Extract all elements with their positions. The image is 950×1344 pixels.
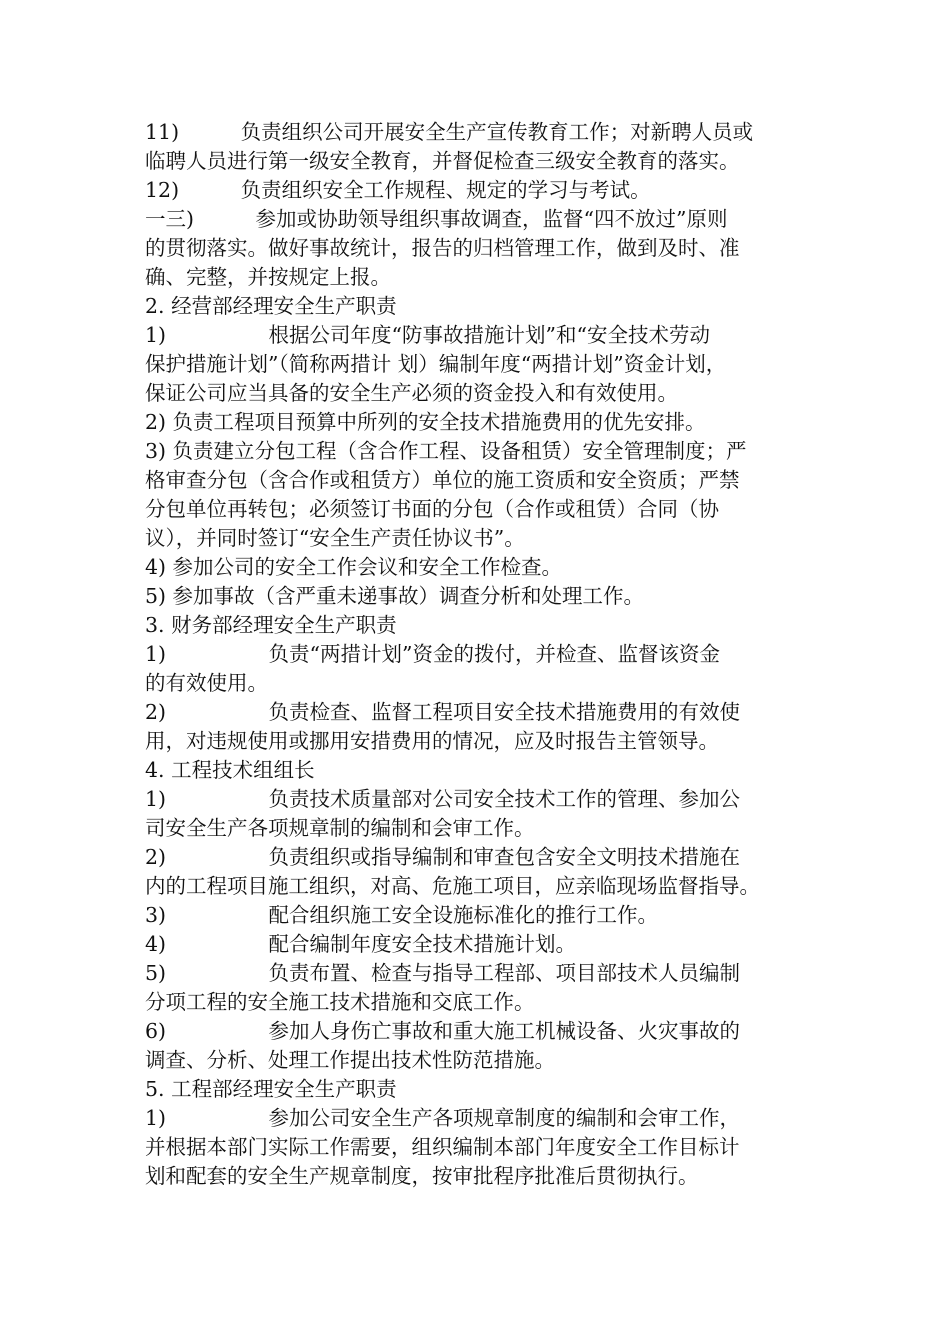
text-line: 议），并同时签订“安全生产责任协议书”。 bbox=[145, 526, 525, 550]
section-heading: 2. 经营部经理安全生产职责 bbox=[145, 294, 397, 318]
section-heading: 4. 工程技术组组长 bbox=[145, 758, 315, 782]
text-line: 4) 参加公司的安全工作会议和安全工作检查。 bbox=[145, 555, 563, 579]
text-line: 12) 负责组织安全工作规程、规定的学习与考试。 bbox=[145, 178, 651, 202]
text-line: 并根据本部门实际工作需要，组织编制本部门年度安全工作目标计 bbox=[145, 1135, 740, 1159]
text-line: 5) 负责布置、检查与指导工程部、项目部技术人员编制 bbox=[145, 961, 741, 985]
text-line: 2) 负责组织或指导编制和审查包含安全文明技术措施在 bbox=[145, 845, 741, 869]
text-line: 分包单位再转包；必须签订书面的分包（合作或租赁）合同（协 bbox=[145, 497, 719, 521]
text-line: 保证公司应当具备的安全生产必须的资金投入和有效使用。 bbox=[145, 381, 678, 405]
text-line: 2) 负责检查、监督工程项目安全技术措施费用的有效使 bbox=[145, 700, 741, 724]
text-line: 5) 参加事故（含严重未递事故）调查分析和处理工作。 bbox=[145, 584, 645, 608]
section-heading: 5. 工程部经理安全生产职责 bbox=[145, 1077, 397, 1101]
text-line: 格审查分包（含合作或租赁方）单位的施工资质和安全资质；严禁 bbox=[145, 468, 740, 492]
text-line: 临聘人员进行第一级安全教育，并督促检查三级安全教育的落实。 bbox=[145, 149, 740, 173]
text-line: 划和配套的安全生产规章制度，按审批程序批准后贯彻执行。 bbox=[145, 1164, 699, 1188]
text-line: 6) 参加人身伤亡事故和重大施工机械设备、火灾事故的 bbox=[145, 1019, 741, 1043]
text-line: 11) 负责组织公司开展安全生产宣传教育工作；对新聘人员或 bbox=[145, 120, 754, 144]
text-line: 一三) 参加或协助领导组织事故调查，监督“四不放过”原则 bbox=[145, 207, 728, 231]
text-line: 2) 负责工程项目预算中所列的安全技术措施费用的优先安排。 bbox=[145, 410, 706, 434]
text-line: 3) 配合组织施工安全设施标准化的推行工作。 bbox=[145, 903, 659, 927]
text-line: 3) 负责建立分包工程（含合作工程、设备租赁）安全管理制度；严 bbox=[145, 439, 747, 463]
text-line: 1) 根据公司年度“防事故措施计划”和“安全技术劳动 bbox=[145, 323, 710, 347]
text-line: 1) 参加公司安全生产各项规章制度的编制和会审工作， bbox=[145, 1106, 741, 1130]
text-line: 的有效使用。 bbox=[145, 671, 268, 695]
document-body bbox=[145, 118, 815, 1191]
text-line: 分项工程的安全施工技术措施和交底工作。 bbox=[145, 990, 535, 1014]
text-line: 内的工程项目施工组织，对高、危施工项目，应亲临现场监督指导。 bbox=[145, 874, 760, 898]
section-heading: 3. 财务部经理安全生产职责 bbox=[145, 613, 397, 637]
text-line: 4) 配合编制年度安全技术措施计划。 bbox=[145, 932, 577, 956]
text-line: 1) 负责“两措计划”资金的拨付，并检查、监督该资金 bbox=[145, 642, 720, 666]
text-line: 用，对违规使用或挪用安措费用的情况，应及时报告主管领导。 bbox=[145, 729, 719, 753]
text-line: 1) 负责技术质量部对公司安全技术工作的管理、参加公 bbox=[145, 787, 741, 811]
text-line: 保护措施计划”（简称两措计 划）编制年度“两措计划”资金计划， bbox=[145, 352, 727, 376]
text-line: 确、完整，并按规定上报。 bbox=[145, 265, 391, 289]
text-line: 司安全生产各项规章制的编制和会审工作。 bbox=[145, 816, 535, 840]
text-line: 调查、分析、处理工作提出技术性防范措施。 bbox=[145, 1048, 555, 1072]
text-line: 的贯彻落实。做好事故统计，报告的归档管理工作，做到及时、准 bbox=[145, 236, 740, 260]
